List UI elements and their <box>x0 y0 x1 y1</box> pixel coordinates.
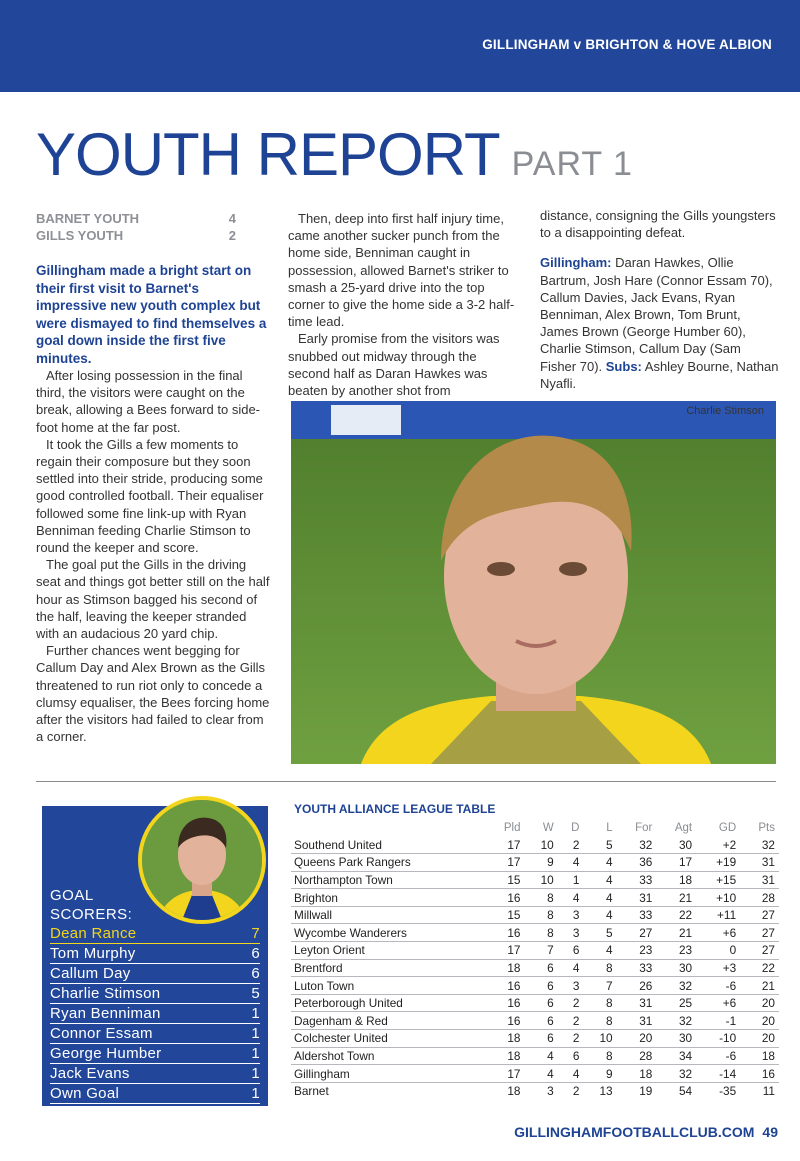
stat-cell: 4 <box>583 854 616 872</box>
stat-cell: 6 <box>524 1030 557 1048</box>
stat-cell: 2 <box>558 994 584 1012</box>
stat-cell: 2 <box>572 1084 580 1099</box>
team-name-cell: Barnet <box>294 1084 329 1099</box>
stat-cell: 17 <box>486 836 525 854</box>
subs-text: Ashley Bourne, Nathan Nyafli. <box>540 358 779 391</box>
league-row <box>291 1065 779 1083</box>
team-name-cell: Leyton Orient <box>291 942 486 960</box>
scorer-name: George Humber <box>50 1045 162 1062</box>
result-row <box>36 227 236 244</box>
stat-cell: 23 <box>656 942 696 960</box>
result-row <box>36 210 236 227</box>
stat-cell: 4 <box>583 942 616 960</box>
stat-cell: 9 <box>583 1065 616 1083</box>
stat-cell: 17 <box>486 942 525 960</box>
stat-cell: 31 <box>617 994 657 1012</box>
league-row <box>291 942 779 960</box>
stat-cell: 18 <box>617 1065 657 1083</box>
column-header: W <box>542 822 554 834</box>
player-portrait-image <box>291 401 776 764</box>
scorers-heading-line: SCORERS: <box>50 906 133 923</box>
league-table <box>291 822 779 1100</box>
stat-cell: 36 <box>617 854 657 872</box>
league-row <box>291 854 779 872</box>
scorer-row <box>50 985 260 1004</box>
stat-cell: 18 <box>507 1084 521 1099</box>
scorers-heading-line: GOAL <box>50 887 94 904</box>
column-header: For <box>635 822 653 834</box>
stat-cell: +6 <box>696 994 740 1012</box>
team-name-cell: Brentford <box>291 959 486 977</box>
stat-cell: 20 <box>740 994 779 1012</box>
stat-cell: 4 <box>583 906 616 924</box>
column-header: D <box>571 822 580 834</box>
stat-cell: 32 <box>656 977 696 995</box>
league-row <box>291 871 779 889</box>
stat-cell: 33 <box>617 906 657 924</box>
stat-cell: 4 <box>583 871 616 889</box>
stat-cell: 4 <box>524 1047 557 1065</box>
stat-cell: 19 <box>639 1084 653 1099</box>
lineup-label: Gillingham: <box>540 255 612 271</box>
stat-cell: -10 <box>696 1030 740 1048</box>
stat-cell: 17 <box>656 854 696 872</box>
scorer-goals: 1 <box>251 1065 260 1082</box>
stat-cell: 18 <box>740 1047 779 1065</box>
scorer-goals: 1 <box>251 1005 260 1022</box>
stat-cell: 2 <box>558 1030 584 1048</box>
scorers-heading <box>50 886 132 924</box>
footer-site: GILLINGHAMFOOTBALLCLUB.COM <box>514 1124 755 1140</box>
match-result <box>36 210 236 244</box>
stat-cell: 6 <box>524 994 557 1012</box>
stat-cell: 21 <box>656 924 696 942</box>
match-title: GILLINGHAM v BRIGHTON & HOVE ALBION <box>482 37 772 52</box>
scorer-row <box>50 925 260 944</box>
stat-cell: 7 <box>583 977 616 995</box>
stat-cell: 23 <box>617 942 657 960</box>
stat-cell: 7 <box>524 942 557 960</box>
stat-cell: 4 <box>524 1065 557 1083</box>
article-paragraph: Early promise from the visitors was snubbed out midway through the second half as Daran Hawkes was beaten by another shot from <box>288 331 500 399</box>
stat-cell: 30 <box>656 836 696 854</box>
stat-cell: 54 <box>678 1084 693 1099</box>
stat-cell: 22 <box>740 959 779 977</box>
result-score: 4 <box>228 211 236 226</box>
scorer-name: Ryan Benniman <box>50 1005 161 1022</box>
stat-cell: 32 <box>617 836 657 854</box>
league-header-row <box>291 822 779 836</box>
stat-cell: 6 <box>558 1047 584 1065</box>
scorer-goals: 7 <box>251 925 260 942</box>
scorer-row <box>50 1025 260 1044</box>
team-name-cell: Queens Park Rangers <box>291 854 486 872</box>
stat-cell: 31 <box>740 854 779 872</box>
stat-cell: 28 <box>740 889 779 907</box>
team-name-cell: Wycombe Wanderers <box>291 924 486 942</box>
stat-cell: 26 <box>617 977 657 995</box>
lineup-text: Daran Hawkes, Ollie Bartrum, Josh Hare (Connor Essam 70), Callum Davies, Jack Evans, Ryan Benniman, Alex Brown, Tom Brunt, James Brown (George Humber 60), Charlie Stimson, Callum Day (Sam Fisher 70). <box>540 255 773 374</box>
stat-cell: 15 <box>486 871 525 889</box>
stat-cell: 4 <box>558 959 584 977</box>
scorer-goals: 5 <box>251 985 260 1002</box>
stat-cell: +2 <box>696 836 740 854</box>
column-header: Pts <box>758 822 775 834</box>
stat-cell: 16 <box>740 1065 779 1083</box>
column-header: Agt <box>674 822 693 834</box>
stat-cell: 25 <box>656 994 696 1012</box>
stat-cell: -35 <box>719 1084 737 1099</box>
scorer-row <box>50 1085 260 1104</box>
page-title-main: YOUTH REPORT <box>36 121 500 188</box>
column-header: L <box>606 822 613 834</box>
stat-cell: 18 <box>656 871 696 889</box>
photo-caption: Charlie Stimson <box>686 405 764 417</box>
stat-cell: 31 <box>617 889 657 907</box>
stat-cell: 8 <box>583 1012 616 1030</box>
stat-cell: 32 <box>656 1065 696 1083</box>
league-row <box>291 906 779 924</box>
stat-cell: 3 <box>558 906 584 924</box>
stat-cell: 27 <box>740 906 779 924</box>
stat-cell: 18 <box>486 1030 525 1048</box>
stat-cell: 16 <box>486 924 525 942</box>
stat-cell: 33 <box>617 959 657 977</box>
stat-cell: +15 <box>696 871 740 889</box>
team-name-cell: Luton Town <box>291 977 486 995</box>
stat-cell: 32 <box>740 836 779 854</box>
article-paragraph: It took the Gills a few moments to regain their composure but they soon settled into their stride, producing some good controlled football. Their equaliser followed some fine link-up with Ryan Benniman feeding Charlie Stimson to round the keeper and score. <box>36 436 264 556</box>
stat-cell: 3 <box>558 977 584 995</box>
stat-cell: 27 <box>740 924 779 942</box>
stat-cell: -14 <box>696 1065 740 1083</box>
column-header: GD <box>718 822 737 834</box>
stat-cell: +19 <box>696 854 740 872</box>
scorer-row <box>50 965 260 984</box>
scorer-name: Jack Evans <box>50 1065 130 1082</box>
stat-cell: +3 <box>696 959 740 977</box>
league-row <box>291 924 779 942</box>
league-row <box>291 959 779 977</box>
stat-cell: +6 <box>696 924 740 942</box>
article-column-1 <box>36 262 271 745</box>
stat-cell: 8 <box>583 1047 616 1065</box>
stat-cell: 22 <box>656 906 696 924</box>
stat-cell: 1 <box>558 871 584 889</box>
team-name-cell: Aldershot Town <box>291 1047 486 1065</box>
scorer-name: Dean Rance <box>50 925 137 942</box>
scorer-row <box>50 1045 260 1064</box>
stat-cell: 10 <box>583 1030 616 1048</box>
page-title <box>36 120 633 189</box>
stat-cell: 8 <box>524 889 557 907</box>
stat-cell: 13 <box>599 1084 613 1099</box>
stat-cell: 16 <box>486 889 525 907</box>
league-row <box>291 994 779 1012</box>
result-team: BARNET YOUTH <box>36 211 140 226</box>
stat-cell: 8 <box>583 994 616 1012</box>
stat-cell: -1 <box>696 1012 740 1030</box>
stat-cell: 16 <box>486 1012 525 1030</box>
scorer-row <box>50 1005 260 1024</box>
stat-cell: 2 <box>558 836 584 854</box>
league-row <box>291 1030 779 1048</box>
stat-cell: 20 <box>740 1030 779 1048</box>
result-team: GILLS YOUTH <box>36 228 124 243</box>
scorer-name: Connor Essam <box>50 1025 153 1042</box>
player-photo <box>291 401 776 764</box>
scorer-goals: 6 <box>251 945 260 962</box>
stat-cell: 9 <box>524 854 557 872</box>
stat-cell: 33 <box>617 871 657 889</box>
column-header: Pld <box>503 822 521 834</box>
team-name-cell: Southend United <box>291 836 486 854</box>
league-row <box>291 1082 779 1100</box>
stat-cell: 31 <box>617 1012 657 1030</box>
article-lead: Gillingham made a bright start on their first visit to Barnet's impressive new youth complex but were dismayed to find themselves a goal down inside the first five minutes. <box>36 263 267 366</box>
stat-cell: 4 <box>583 889 616 907</box>
stat-cell: 17 <box>486 854 525 872</box>
stat-cell: 6 <box>524 977 557 995</box>
stat-cell: 18 <box>486 1047 525 1065</box>
team-lineup <box>540 254 780 392</box>
goal-scorers-panel <box>42 806 268 1106</box>
page-footer <box>514 1124 778 1140</box>
article-paragraph: After losing possession in the final third, the visitors were caught on the break, allowing a Bees forward to side-foot home at the far post. <box>36 368 261 435</box>
article-paragraph: Then, deep into first half injury time, came another sucker punch from the home side, Benniman caught in possession, allowed Barnet's striker to smash a 25-yard drive into the top corner to give the home side a 3-2 half-time lead. <box>288 211 515 330</box>
stat-cell: 18 <box>486 959 525 977</box>
scorer-goals: 6 <box>251 965 260 982</box>
league-row <box>291 836 779 854</box>
stat-cell: 30 <box>656 1030 696 1048</box>
league-table-body <box>291 836 779 1100</box>
result-score: 2 <box>228 228 236 243</box>
stat-cell: 20 <box>617 1030 657 1048</box>
stat-cell: 11 <box>762 1084 775 1099</box>
scorer-row <box>50 1065 260 1084</box>
stat-cell: 28 <box>617 1047 657 1065</box>
page-number: 49 <box>762 1124 778 1140</box>
scorer-goals: 1 <box>251 1025 260 1042</box>
scorer-goals: 1 <box>251 1045 260 1062</box>
article-paragraph: Further chances went begging for Callum Day and Alex Brown as the Gills threatened to run riot only to concede a clumsy equaliser, the Bees forcing home after the visitors had failed to clear from a corner. <box>36 643 270 745</box>
team-name-cell: Millwall <box>291 906 486 924</box>
team-name-cell: Brighton <box>291 889 486 907</box>
stat-cell: 5 <box>583 924 616 942</box>
stat-cell: 6 <box>524 959 557 977</box>
stat-cell: 32 <box>656 1012 696 1030</box>
stat-cell: 21 <box>656 889 696 907</box>
stat-cell: +10 <box>696 889 740 907</box>
team-name-cell: Colchester United <box>291 1030 486 1048</box>
league-table-section <box>291 802 779 1100</box>
scorer-avatar-image <box>142 800 262 920</box>
stat-cell: 4 <box>558 889 584 907</box>
scorers-list <box>50 925 260 1105</box>
league-row <box>291 889 779 907</box>
stat-cell: 31 <box>740 871 779 889</box>
stat-cell: 3 <box>558 924 584 942</box>
stat-cell: 6 <box>558 942 584 960</box>
scorer-row <box>50 945 260 964</box>
article-paragraph: The goal put the Gills in the driving seat and things got better still on the half hour as Stimson bagged his second of the half, leaving the keeper stranded with an audacious 20 yard chip. <box>36 557 270 642</box>
scorer-avatar <box>138 796 266 924</box>
stat-cell: 8 <box>524 924 557 942</box>
section-divider <box>36 781 776 782</box>
stat-cell: 27 <box>740 942 779 960</box>
header-bar <box>0 0 800 92</box>
page-title-sub: PART 1 <box>511 145 633 183</box>
league-table-title: YOUTH ALLIANCE LEAGUE TABLE <box>294 802 496 816</box>
league-row <box>291 977 779 995</box>
scorer-name: Tom Murphy <box>50 945 136 962</box>
scorer-name: Own Goal <box>50 1085 120 1102</box>
scorer-goals: 1 <box>251 1085 260 1102</box>
stat-cell: +11 <box>696 906 740 924</box>
stat-cell: 34 <box>656 1047 696 1065</box>
team-name-cell: Northampton Town <box>291 871 486 889</box>
stat-cell: 30 <box>656 959 696 977</box>
stat-cell: 3 <box>547 1084 554 1099</box>
subs-label: Subs: <box>605 358 642 374</box>
stat-cell: 10 <box>524 836 557 854</box>
stat-cell: 4 <box>558 854 584 872</box>
article-column-3 <box>540 207 780 392</box>
league-row <box>291 1012 779 1030</box>
stat-cell: 17 <box>486 1065 525 1083</box>
article-paragraph: distance, consigning the Gills youngsters to a disappointing defeat. <box>540 208 776 241</box>
stat-cell: 4 <box>558 1065 584 1083</box>
league-row <box>291 1047 779 1065</box>
stat-cell: 5 <box>583 836 616 854</box>
scorer-name: Charlie Stimson <box>50 985 161 1002</box>
column-header <box>291 822 486 836</box>
article-column-2 <box>288 210 516 399</box>
stat-cell: 21 <box>740 977 779 995</box>
team-name-cell: Dagenham & Red <box>291 1012 486 1030</box>
stat-cell: -6 <box>696 977 740 995</box>
stat-cell: 0 <box>696 942 740 960</box>
stat-cell: 6 <box>524 1012 557 1030</box>
stat-cell: 8 <box>583 959 616 977</box>
stat-cell: 2 <box>558 1012 584 1030</box>
stat-cell: -6 <box>696 1047 740 1065</box>
stat-cell: 10 <box>524 871 557 889</box>
stat-cell: 20 <box>740 1012 779 1030</box>
stat-cell: 16 <box>486 977 525 995</box>
team-name-cell: Peterborough United <box>291 994 486 1012</box>
stat-cell: 16 <box>486 994 525 1012</box>
stat-cell: 15 <box>486 906 525 924</box>
stat-cell: 27 <box>617 924 657 942</box>
stat-cell: 8 <box>524 906 557 924</box>
team-name-cell: Gillingham <box>291 1065 486 1083</box>
scorer-name: Callum Day <box>50 965 131 982</box>
